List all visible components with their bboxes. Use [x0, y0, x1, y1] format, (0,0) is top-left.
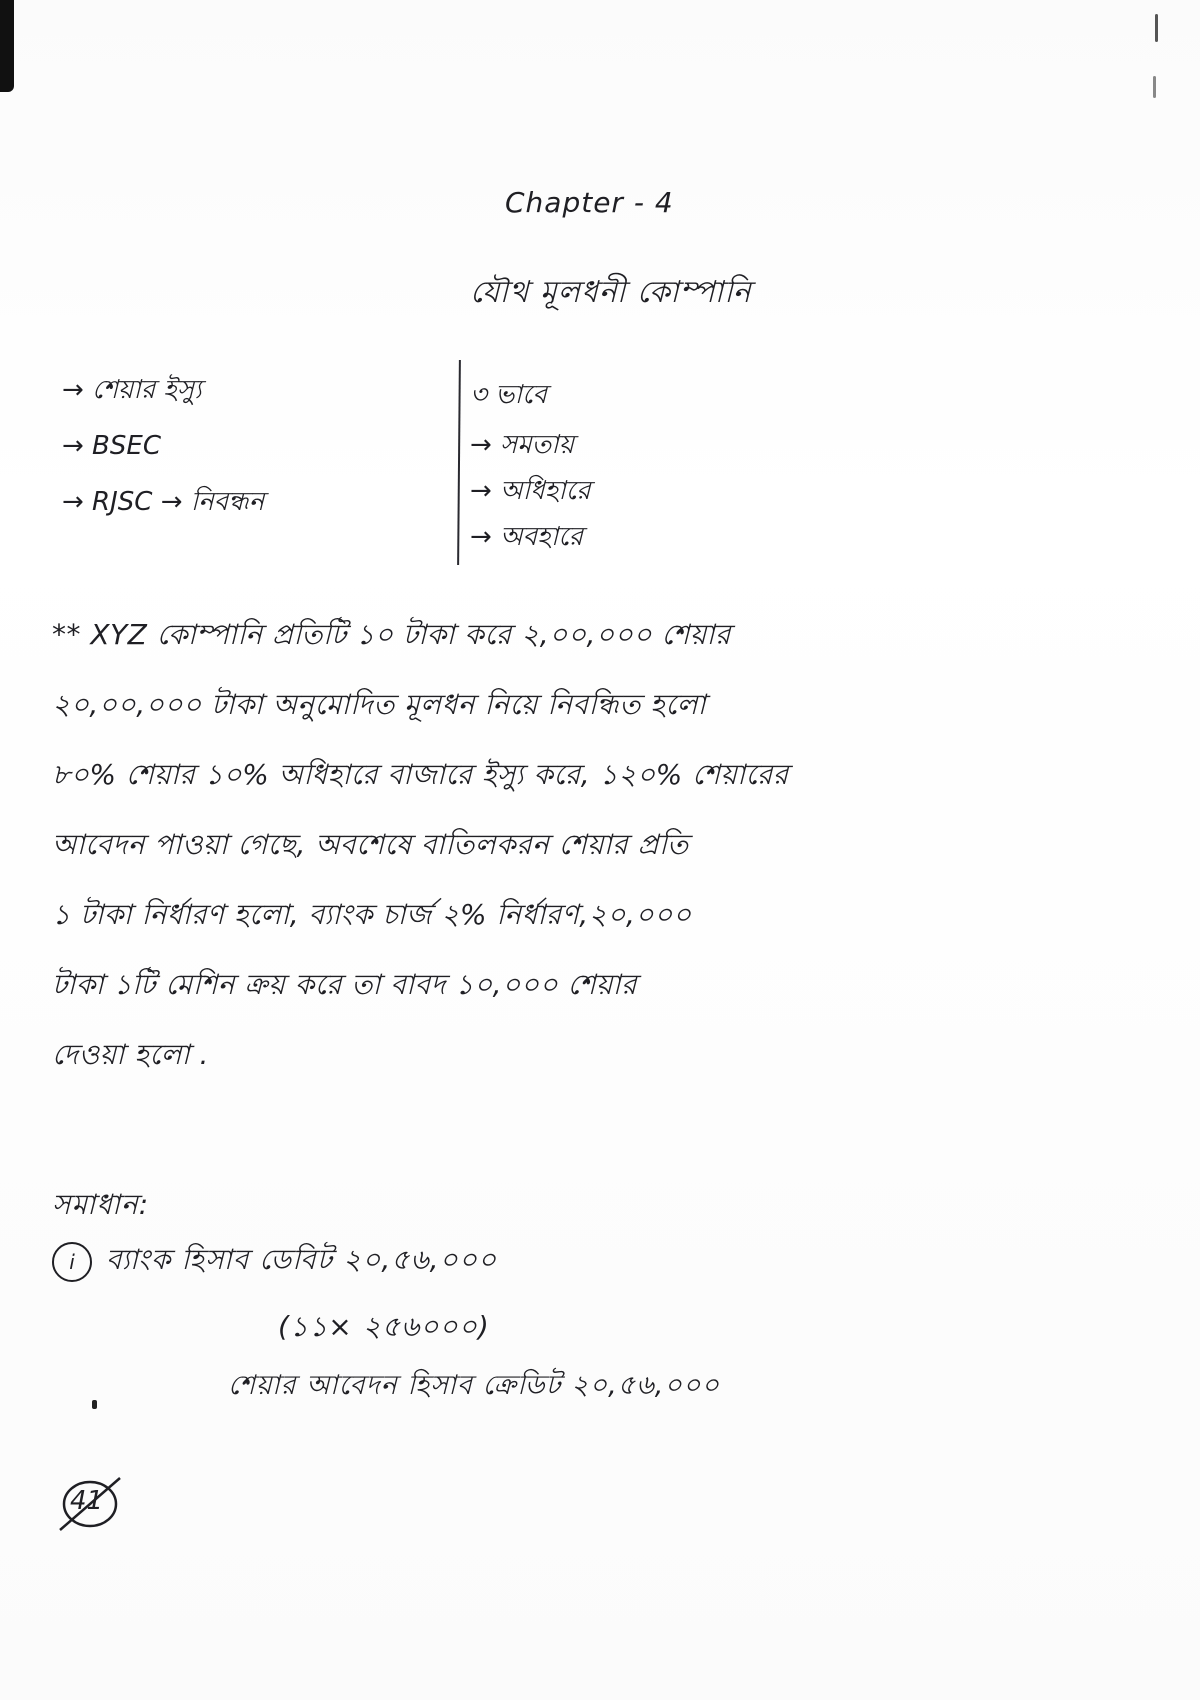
- page-edge-mark: [1155, 14, 1158, 42]
- note-bsec: → BSEC: [62, 431, 161, 461]
- right-notes: [470, 372, 591, 560]
- problem-line: ২০,০০,০০০ টাকা অনুমোদিত মূলধন নিয়ে নিবন্ধিত হলো: [52, 688, 707, 721]
- credit-line: শেয়ার আবেদন হিসাব ক্রেডিট ২০,৫৬,০০০: [228, 1370, 720, 1401]
- entry-number: i: [52, 1242, 92, 1282]
- calculation-line: (১১× ২৫৬০০০): [278, 1310, 490, 1343]
- chapter-title: Chapter - 4: [505, 186, 674, 219]
- note-at-premium: → অধিহারে: [470, 476, 591, 506]
- debit-line: ব্যাংক হিসাব ডেবিট ২০,৫৬,০০০: [106, 1243, 498, 1276]
- problem-statement: [52, 600, 1162, 1090]
- problem-line: টাকা ১টি মেশিন ক্রয় করে তা বাবদ ১০,০০০ শেয়ার: [52, 968, 638, 1001]
- page-edge-mark: [1153, 76, 1156, 98]
- note-at-discount: → অবহারে: [470, 522, 583, 552]
- journal-entry-1: [52, 1238, 497, 1285]
- topic-title: যৌথ মূলধনী কোম্পানি: [470, 275, 752, 310]
- problem-line: আবেদন পাওয়া গেছে, অবশেষে বাতিলকরন শেয়ার প্রতি: [52, 828, 689, 861]
- solution-label: সমাধান:: [52, 1188, 150, 1221]
- page-number: 41: [70, 1486, 104, 1516]
- left-notes: [62, 362, 264, 530]
- ink-dot: [92, 1400, 97, 1409]
- problem-line: ১ টাকা নির্ধারণ হলো, ব্যাংক চার্জ ২% নির্ধারণ,২০,০০০: [52, 898, 692, 931]
- problem-line: ৮০% শেয়ার ১০% অধিহারে বাজারে ইস্যু করে, ১২০% শেয়ারের: [52, 758, 789, 791]
- note-share-issue: → শেয়ার ইস্যু: [62, 375, 202, 405]
- note-at-par: → সমতায়: [470, 430, 575, 460]
- vertical-divider: [457, 360, 461, 565]
- note-rjsc: → RJSC → নিবন্ধন: [62, 487, 265, 517]
- note-three-ways: ৩ ভাবে: [470, 380, 548, 410]
- problem-line: দেওয়া হলো .: [52, 1038, 209, 1071]
- binder-edge: [0, 0, 14, 92]
- problem-line: ** XYZ কোম্পানি প্রতিটি ১০ টাকা করে ২,০০,০০০ শেয়ার: [52, 618, 731, 651]
